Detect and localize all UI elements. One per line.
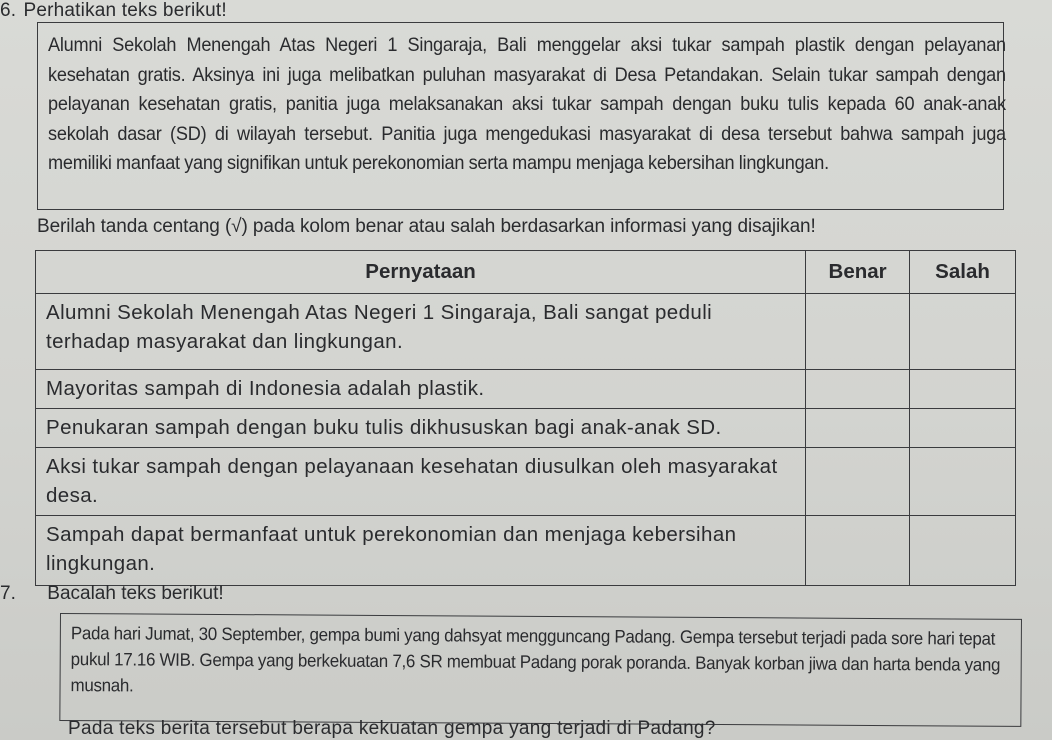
question-6-number: 6. xyxy=(0,0,17,21)
table-row xyxy=(36,516,1016,586)
statement-cell: Alumni Sekolah Menengah Atas Negeri 1 Singaraja, Bali sangat peduli terhadap masyarakat dan lingkungan. xyxy=(36,294,806,370)
true-checkbox-cell[interactable] xyxy=(806,516,910,586)
false-checkbox-cell[interactable] xyxy=(910,516,1016,586)
question-7-passage-box xyxy=(59,613,1022,727)
header-true: Benar xyxy=(806,251,910,294)
question-7-prompt: Bacalah teks berikut! xyxy=(47,583,224,604)
table-row xyxy=(36,409,1016,448)
statement-cell: Aksi tukar sampah dengan pelayanaan kesehatan diusulkan oleh masyarakat desa. xyxy=(36,448,806,516)
statement-cell: Sampah dapat bermanfaat untuk perekonomian dan menjaga kebersihan lingkungan. xyxy=(36,516,806,586)
false-checkbox-cell[interactable] xyxy=(910,409,1016,448)
false-checkbox-cell[interactable] xyxy=(910,370,1016,409)
table-header-row xyxy=(36,251,1016,294)
true-checkbox-cell[interactable] xyxy=(806,370,910,409)
question-7-heading xyxy=(0,583,224,605)
statement-cell: Mayoritas sampah di Indonesia adalah plastik. xyxy=(36,370,806,409)
table-row xyxy=(36,294,1016,370)
table-row xyxy=(36,370,1016,409)
header-false: Salah xyxy=(910,251,1016,294)
statement-cell: Penukaran sampah dengan buku tulis dikhususkan bagi anak-anak SD. xyxy=(36,409,806,448)
true-checkbox-cell[interactable] xyxy=(806,448,910,516)
question-6-prompt: Perhatikan teks berikut! xyxy=(23,0,227,21)
question-7-number: 7. xyxy=(0,583,16,604)
true-false-table xyxy=(35,250,1016,586)
header-statement: Pernyataan xyxy=(36,251,806,294)
question-6-instruction: Berilah tanda centang (√) pada kolom benar atau salah berdasarkan informasi yang disajikan! xyxy=(37,216,816,237)
question-6-passage-box xyxy=(37,22,1004,210)
false-checkbox-cell[interactable] xyxy=(910,448,1016,516)
true-checkbox-cell[interactable] xyxy=(806,294,910,370)
true-checkbox-cell[interactable] xyxy=(806,409,910,448)
question-6-heading xyxy=(0,0,227,22)
false-checkbox-cell[interactable] xyxy=(910,294,1016,370)
question-7-passage: Pada hari Jumat, 30 September, gempa bumi yang dahsyat mengguncang Padang. Gempa tersebut terjadi pada sore hari tepat pukul 17.16 WIB. Gempa yang berkekuatan 7,6 SR membuat Padang porak poranda. Banyak korban jiwa dan harta benda yang musnah. xyxy=(70,623,1001,696)
question-6-passage: Alumni Sekolah Menengah Atas Negeri 1 Singaraja, Bali menggelar aksi tukar sampah plastik dengan pelayanan kesehatan gratis. Aksinya ini juga melibatkan puluhan masyarakat di Desa Petandakan. Selain tukar sampah dengan pelayanan kesehatan gratis, panitia juga melaksanakan aksi tukar sampah dengan buku tulis kepada 60 anak-anak sekolah dasar (SD) di wilayah tersebut. Panitia juga mengedukasi masyarakat di desa tersebut bahwa sampah juga memiliki manfaat yang signifikan untuk perekonomian serta mampu menjaga kebersihan lingkungan. xyxy=(48,34,1006,174)
question-7-question: Pada teks berita tersebut berapa kekuatan gempa yang terjadi di Padang? xyxy=(68,718,716,739)
table-row xyxy=(36,448,1016,516)
